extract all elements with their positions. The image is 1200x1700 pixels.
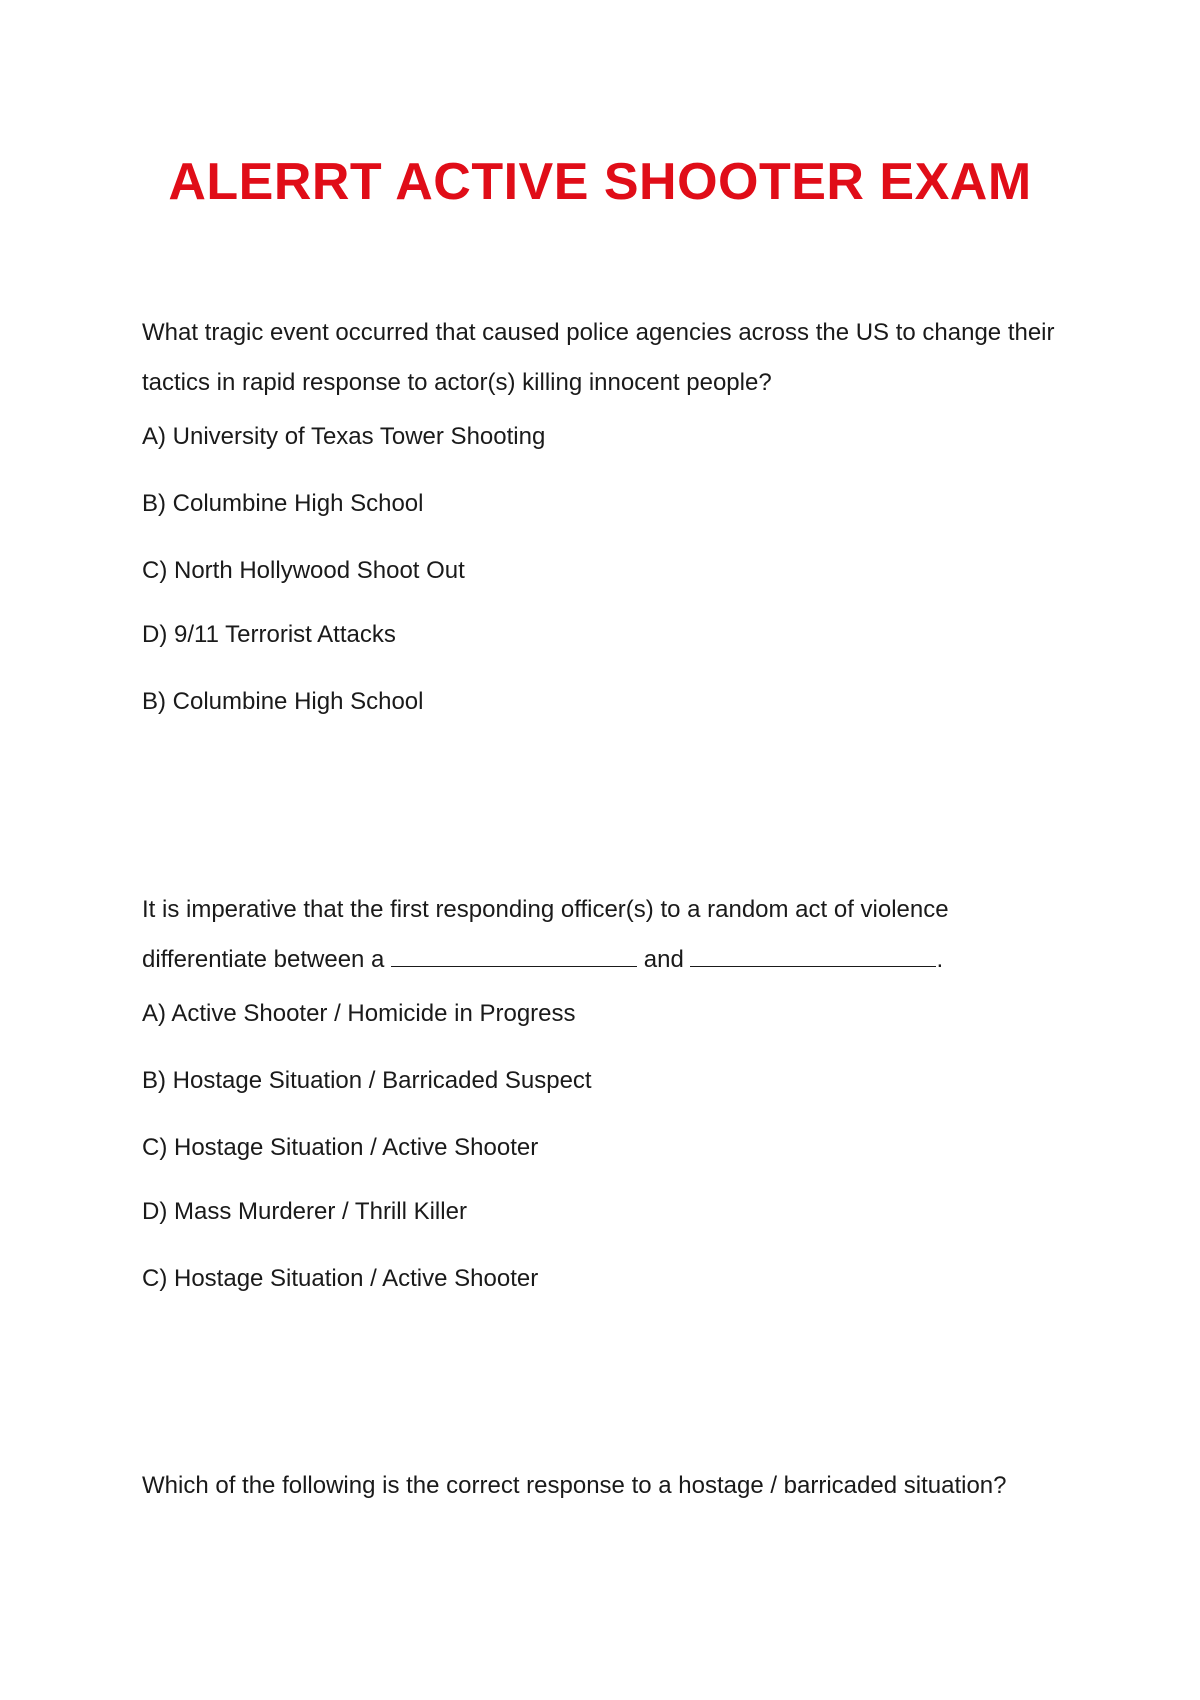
question-1-answer: B) Columbine High School <box>142 688 424 715</box>
question-1-choice-a: A) University of Texas Tower Shooting <box>142 423 546 450</box>
question-2-choice-b: B) Hostage Situation / Barricaded Suspect <box>142 1067 592 1094</box>
question-2-choice-a: A) Active Shooter / Homicide in Progress <box>142 1000 576 1027</box>
question-2-answer: C) Hostage Situation / Active Shooter <box>142 1265 539 1292</box>
question-1-choice-b: B) Columbine High School <box>142 490 424 517</box>
question-1 <box>142 308 1062 717</box>
answer-blank-2 <box>690 944 936 967</box>
question-2-prompt <box>142 885 1062 985</box>
question-2-choice-c: C) Hostage Situation / Active Shooter <box>142 1134 539 1161</box>
question-1-choice-d: D) 9/11 Terrorist Attacks <box>142 621 396 648</box>
question-2-prompt-mid: and <box>643 946 684 973</box>
document-title: ALERRT ACTIVE SHOOTER EXAM <box>168 153 1032 211</box>
question-2-prompt-end: . <box>936 946 944 973</box>
question-2-prompt-start: It is imperative that the first responding officer(s) to a random act of violence differentiate between a <box>142 896 949 973</box>
question-2 <box>142 885 1062 1294</box>
question-1-prompt: What tragic event occurred that caused police agencies across the US to change their tactics in rapid response to actor(s) killing innocent people? <box>142 319 1055 396</box>
question-3-prompt: Which of the following is the correct response to a hostage / barricaded situation? <box>142 1472 1007 1499</box>
answer-blank-1 <box>391 944 637 967</box>
question-3 <box>142 1461 1062 1511</box>
question-2-choice-d: D) Mass Murderer / Thrill Killer <box>142 1198 467 1225</box>
question-1-choice-c: C) North Hollywood Shoot Out <box>142 557 465 584</box>
